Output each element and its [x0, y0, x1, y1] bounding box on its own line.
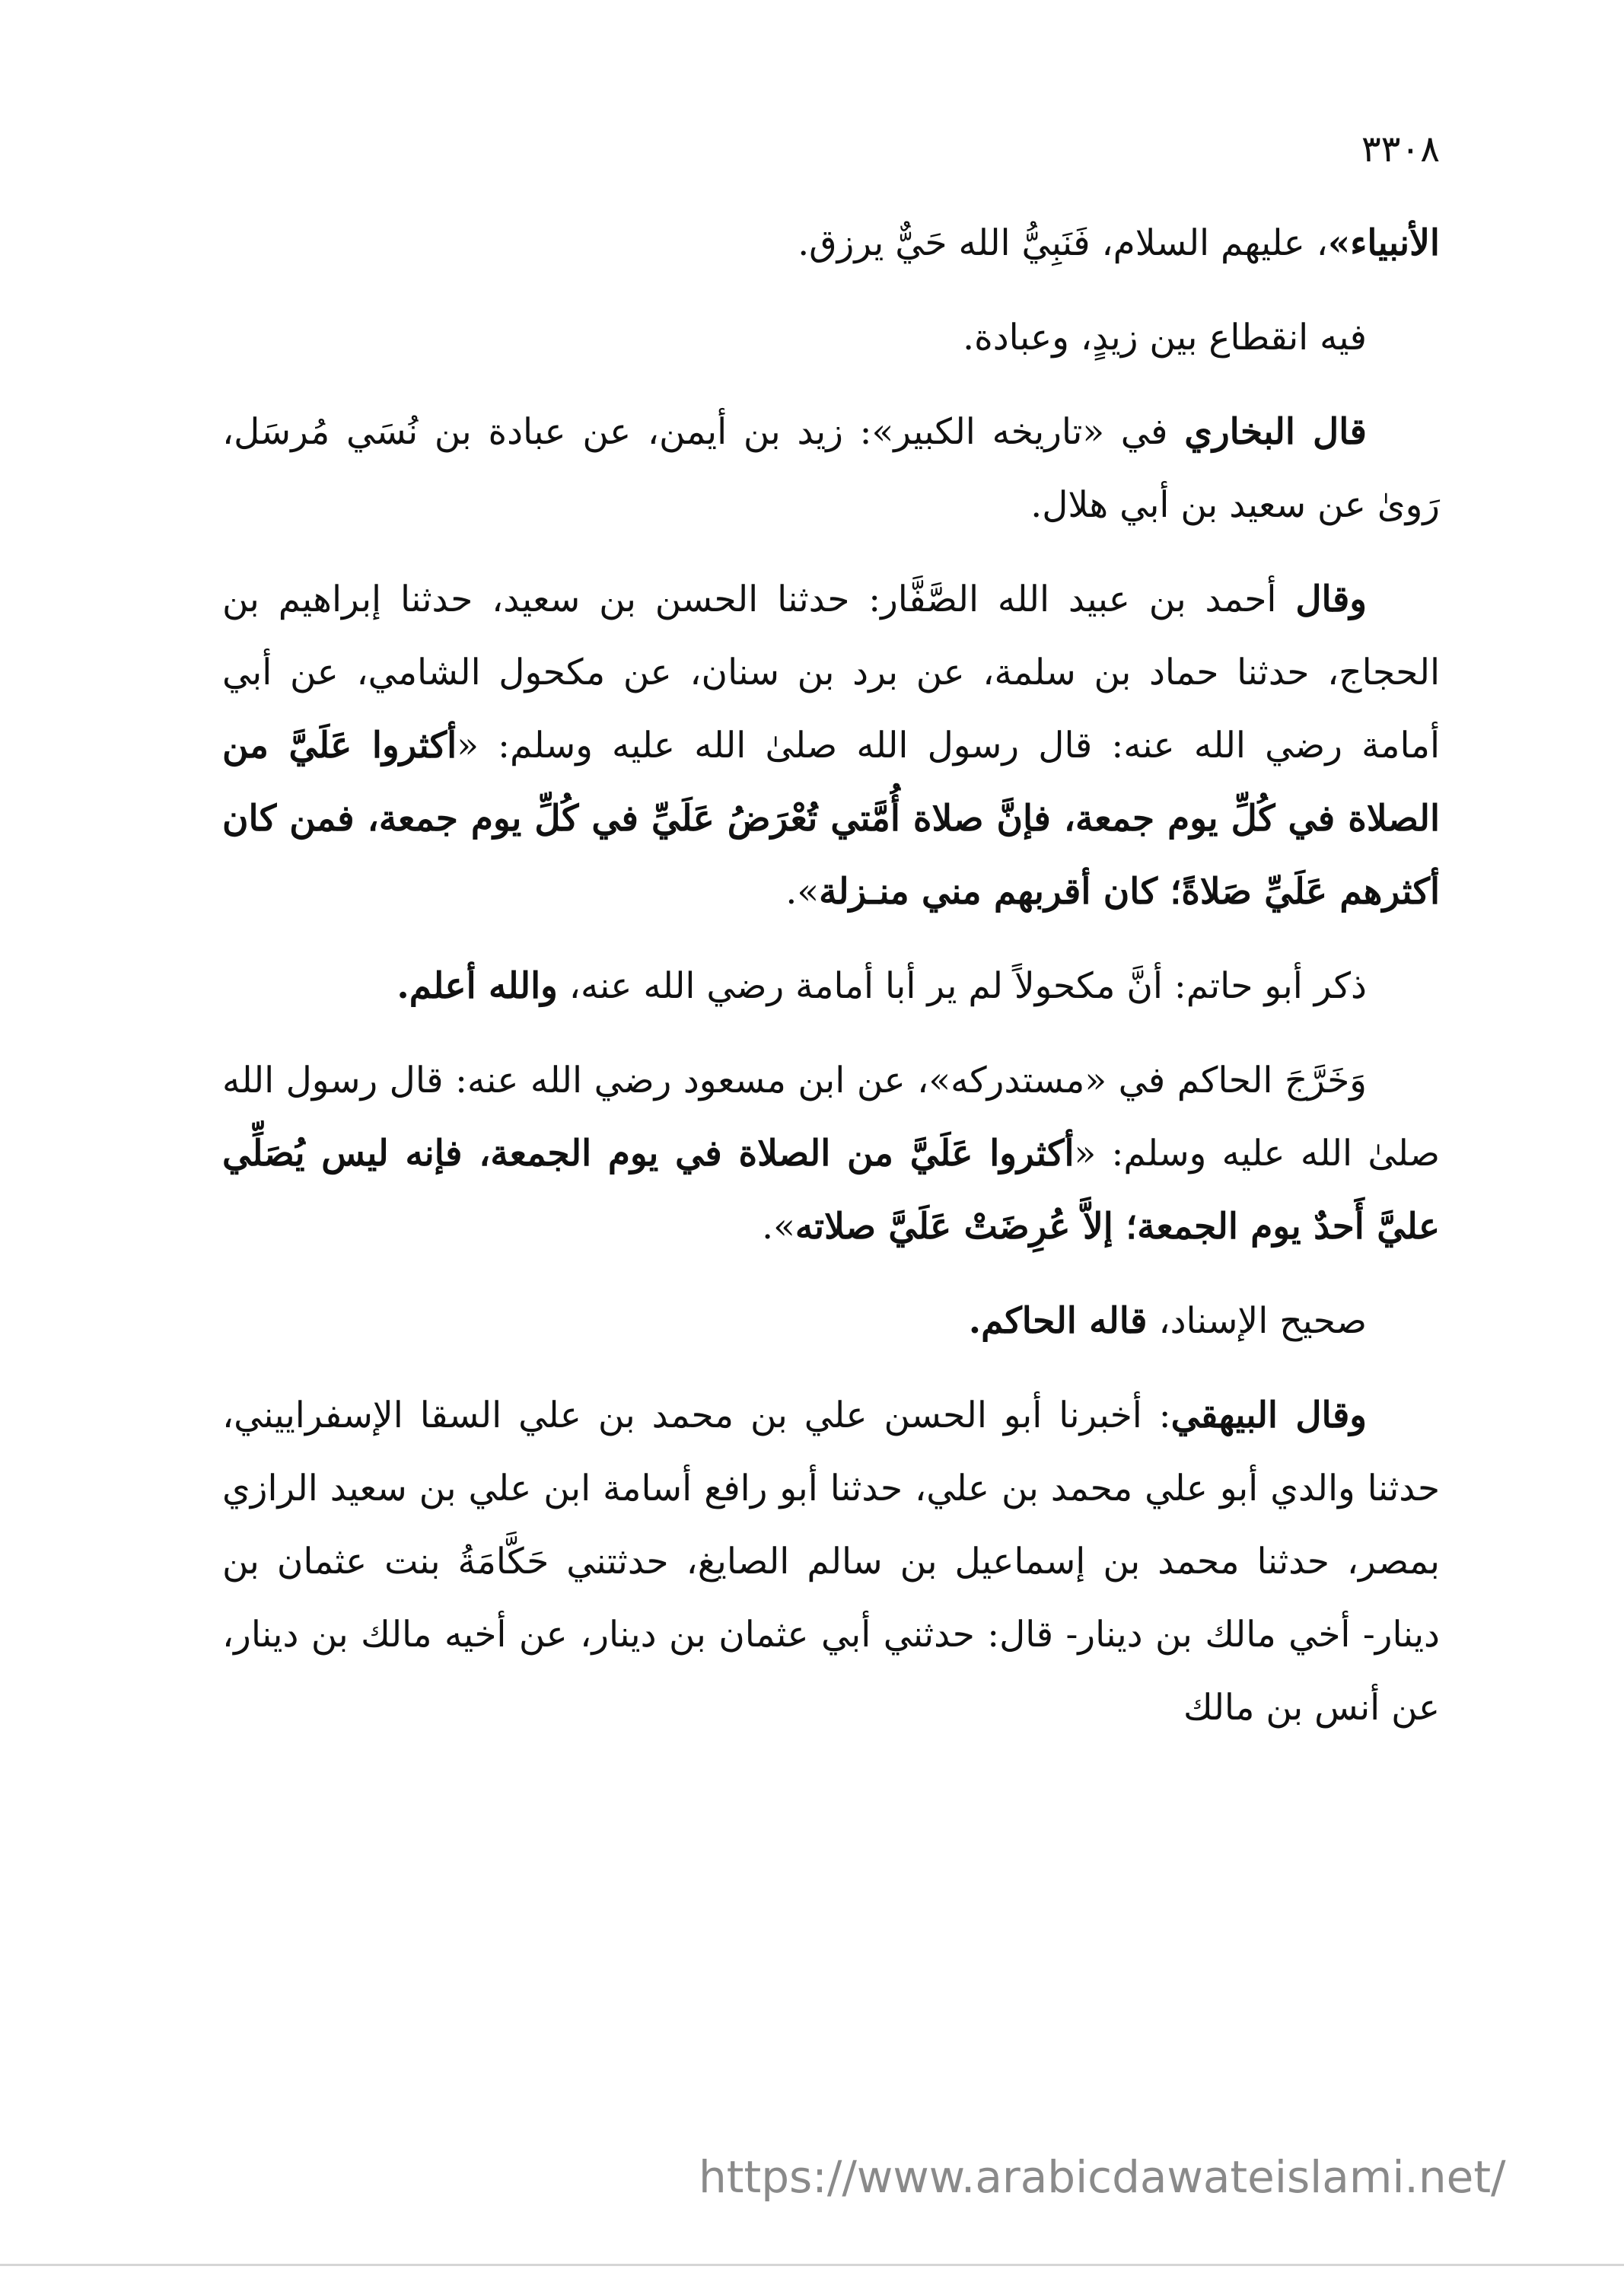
- text-segment: ».: [762, 1206, 795, 1248]
- text-segment: صحيح الإسناد،: [1147, 1300, 1367, 1342]
- watermark-url: https://www.arabicdawateislami.net/: [699, 2151, 1506, 2203]
- text-segment: ».: [785, 871, 820, 913]
- text-segment: فيه انقطاع بين زيدٍ، وعبادة.: [963, 317, 1367, 359]
- text-segment: : أخبرنا أبو الحسن علي بن محمد بن علي السقا الإسفراييني، حدثنا والدي أبو علي محمد بن علي، حدثنا أبو رافع أسامة ابن علي بن سعيد الرازي بمصر، حدثنا محمد بن إسماعيل بن سالم الصايغ، حدثتني حَكَّامَةُ بنت عثمان بن دينار- أخي مالك بن دينار- قال: حدثني أبي عثمان بن دينار، عن أخيه مالك بن دينار، عن أنس بن مالك: [222, 1394, 1440, 1729]
- paragraph-6: [222, 1044, 1440, 1264]
- text-segment: في «تاريخه الكبير»: زيد بن أيمن، عن عبادة بن نُسَي مُرسَل، رَوىٰ عن سعيد بن أبي هلال.: [222, 411, 1440, 526]
- text-segment: وقال البيهقي: [1170, 1394, 1367, 1436]
- text-segment: أحمد بن عبيد الله الصَّفَّار: حدثنا الحسن بن سعيد، حدثنا إبراهيم بن الحجاج، حدثنا حماد بن سلمة، عن برد بن سنان، عن مكحول الشامي، عن أبي أمامة رضي الله عنه: قال رسول الله صلىٰ الله عليه وسلم: «: [222, 579, 1440, 767]
- page-number: ٣٣٠٨: [1361, 128, 1440, 171]
- text-segment: وَخَرَّجَ الحاكم في «مستدركه»، عن ابن مسعود رضي الله عنه: قال رسول الله صلىٰ الله عليه وسلم: «: [222, 1060, 1440, 1175]
- paragraph-1: [222, 207, 1440, 280]
- text-segment: والله أعلم.: [396, 965, 558, 1007]
- paragraph-8: [222, 1379, 1440, 1745]
- text-segment: ذكر أبو حاتم: أنَّ مكحولاً لم ير أبا أمامة رضي الله عنه،: [557, 965, 1367, 1007]
- text-segment: وقال: [1295, 579, 1367, 620]
- hadith-text: أكثروا عَلَيَّ من الصلاة في كُلِّ يوم جمعة، فإنَّ صلاة أُمَّتي تُعْرَضُ عَلَيِّ في كُلِّ يوم جمعة، فمن كان أكثرهم عَلَيِّ صَلاةً؛ كان أقربهم مني منـزلة: [222, 725, 1440, 913]
- body-text: [222, 207, 1440, 1766]
- text-segment: قاله الحاكم.: [968, 1300, 1148, 1342]
- paragraph-2: [222, 301, 1440, 375]
- paragraph-3: [222, 396, 1440, 542]
- paragraph-4: [222, 563, 1440, 929]
- paragraph-7: [222, 1285, 1440, 1358]
- text-segment: الأنبياء»: [1327, 222, 1440, 264]
- text-segment: ، عليهم السلام، فَنَبِيُّ الله حَيٌّ يرزق.: [798, 222, 1328, 264]
- hadith-text: أكثروا عَلَيَّ من الصلاة في يوم الجمعة، فإنه ليس يُصَلِّي عليَّ أَحدٌ يوم الجمعة؛ إلاَّ عُرِضَتْ عَلَيَّ صلاته: [222, 1133, 1440, 1248]
- page-edge-rule: [0, 2264, 1624, 2266]
- text-segment: قال البخاري: [1184, 411, 1367, 453]
- paragraph-5: [222, 950, 1440, 1023]
